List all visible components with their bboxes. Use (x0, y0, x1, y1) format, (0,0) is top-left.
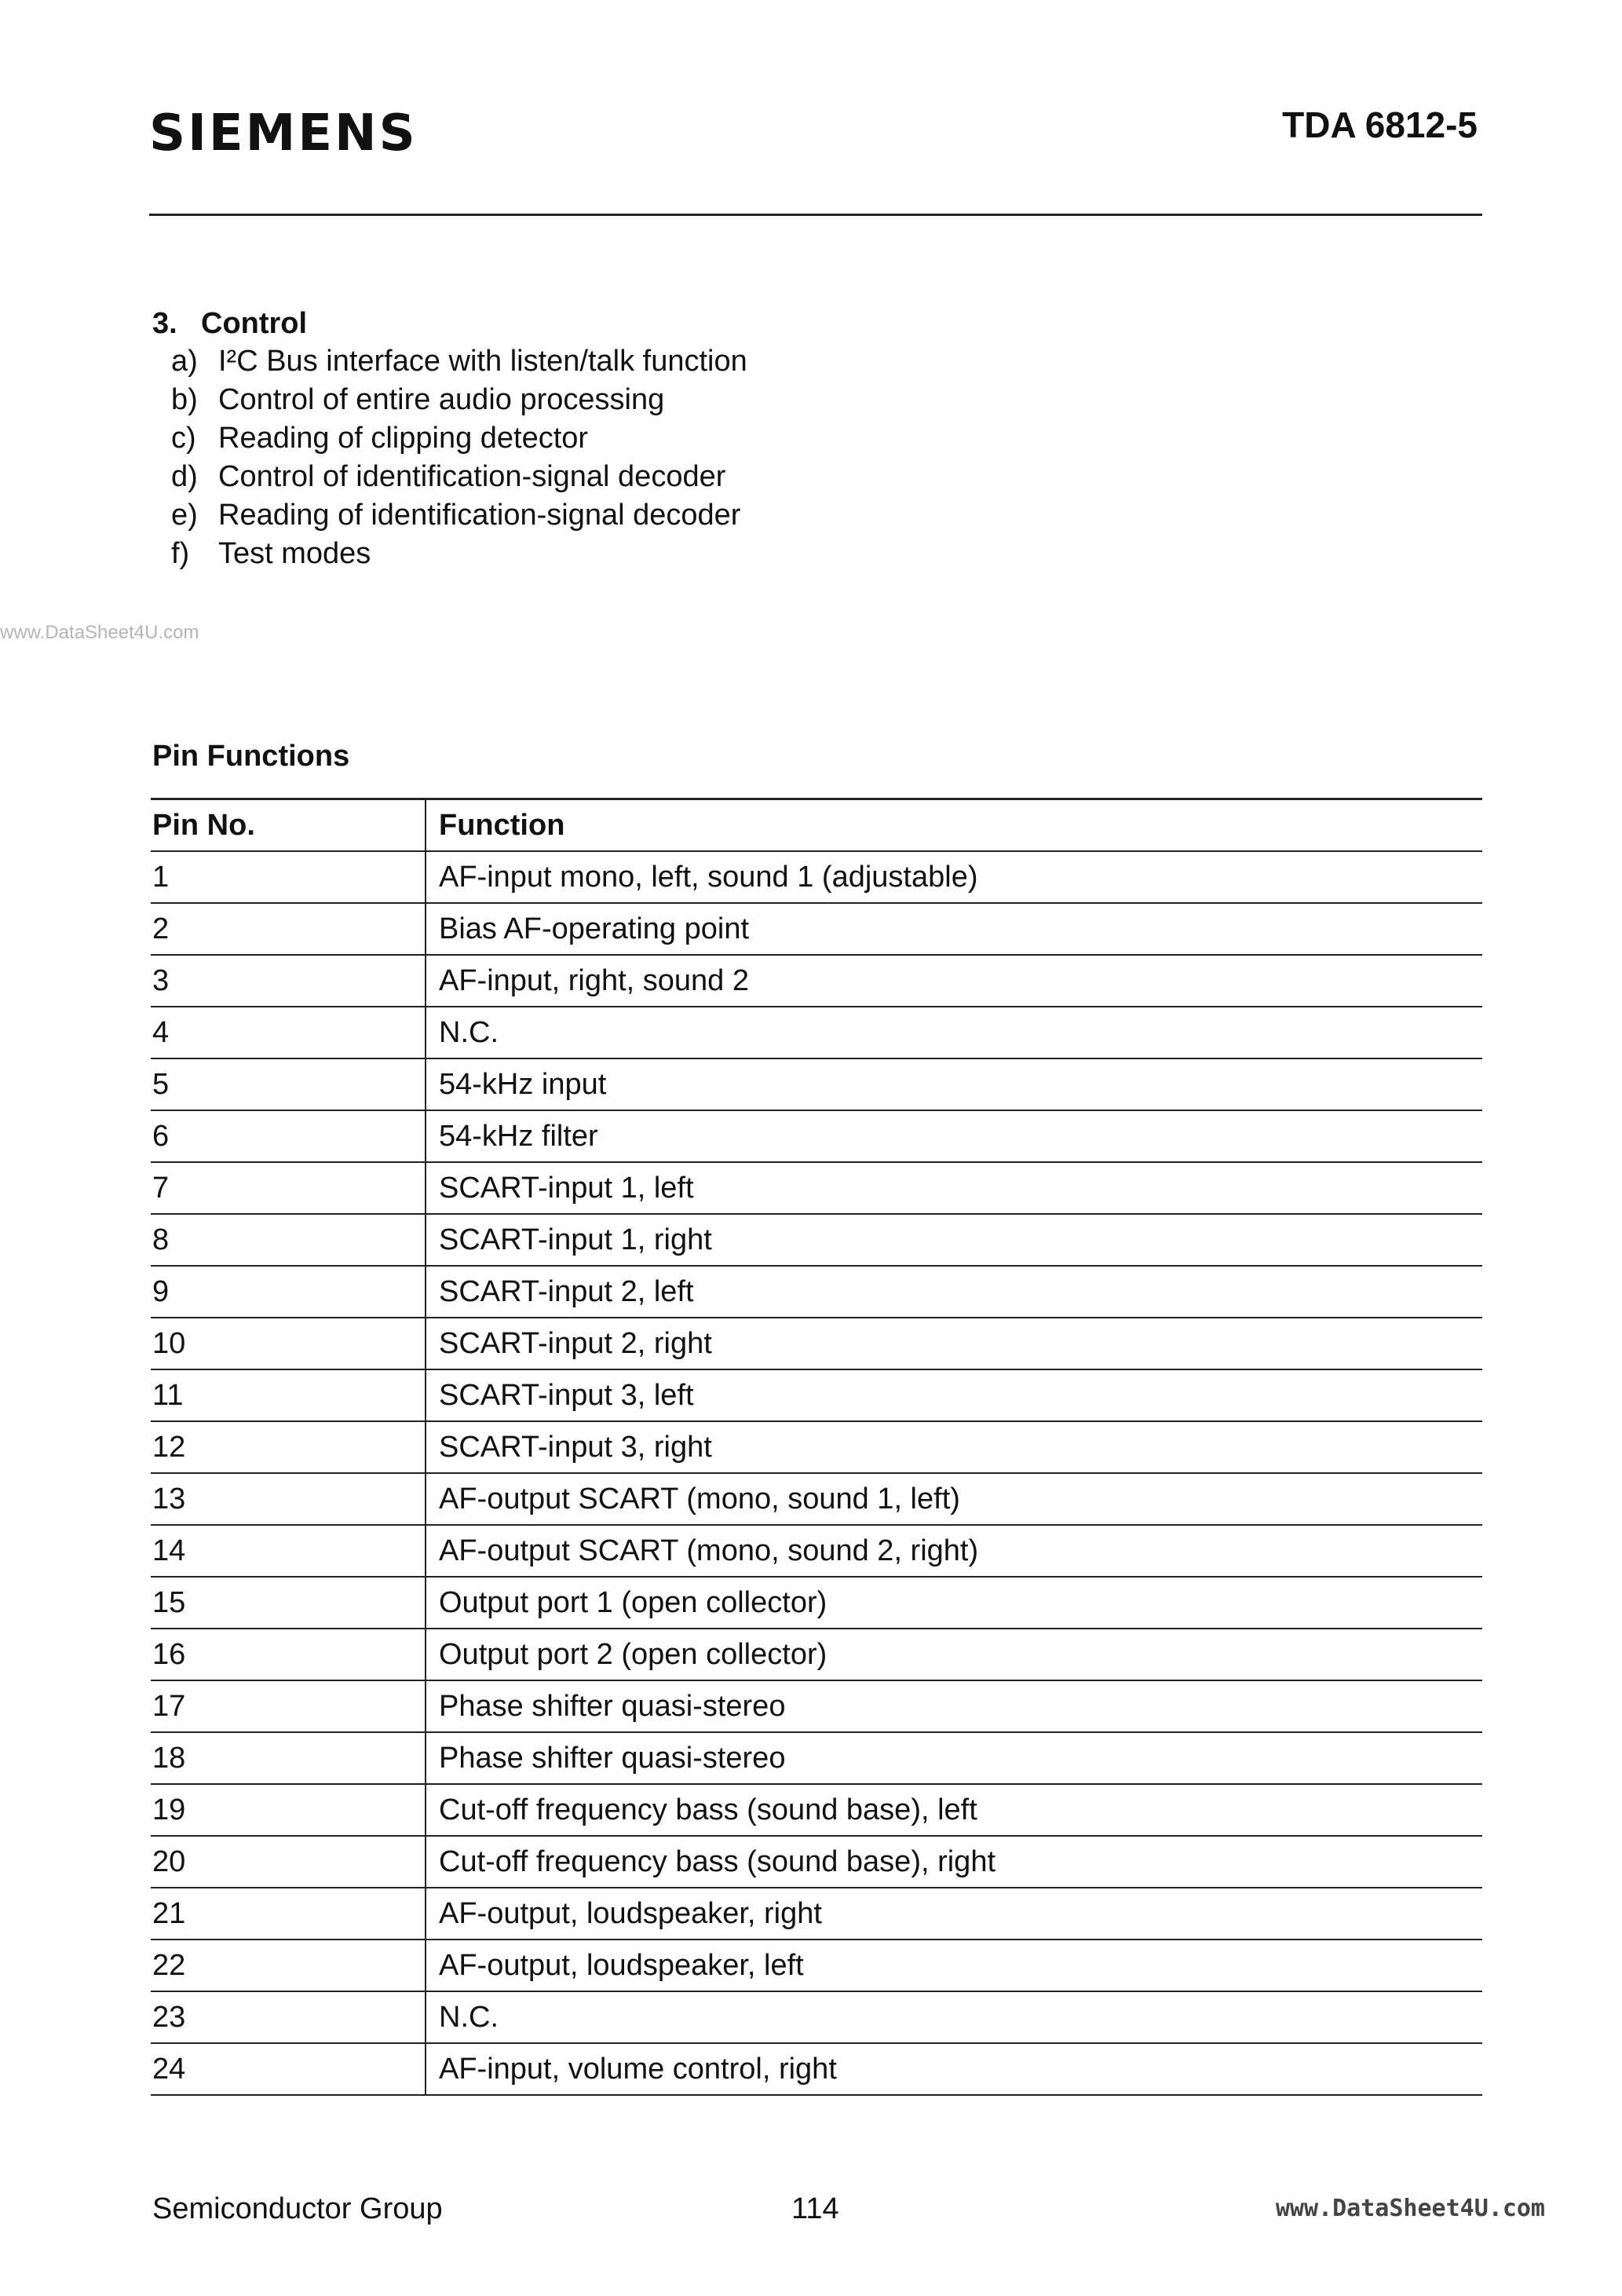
list-item (152, 342, 1094, 381)
list-marker: d) (171, 460, 198, 493)
pin-function-cell: Cut-off frequency bass (sound base), right (426, 1836, 1482, 1888)
table-row (151, 1836, 1482, 1888)
table-row (151, 1629, 1482, 1680)
table-row (151, 1318, 1482, 1369)
pin-number-cell: 16 (151, 1629, 426, 1680)
table-row (151, 903, 1482, 955)
pin-number-cell: 3 (151, 955, 426, 1007)
footer-company: Semiconductor Group (152, 2192, 443, 2225)
pin-function-cell: AF-output SCART (mono, sound 1, left) (426, 1473, 1482, 1525)
pin-function-cell: Output port 2 (open collector) (426, 1629, 1482, 1680)
pin-number-cell: 7 (151, 1162, 426, 1214)
pin-function-cell: Phase shifter quasi-stereo (426, 1680, 1482, 1732)
table-row (151, 1058, 1482, 1110)
pin-number-cell: 9 (151, 1266, 426, 1318)
table-row (151, 851, 1482, 903)
list-item (152, 535, 1094, 573)
pin-function-cell: N.C. (426, 1007, 1482, 1058)
pin-function-cell: SCART-input 3, right (426, 1421, 1482, 1473)
table-header-row (151, 799, 1482, 852)
pin-function-cell: AF-output SCART (mono, sound 2, right) (426, 1525, 1482, 1577)
control-section (152, 305, 1094, 573)
table-row (151, 1888, 1482, 1940)
list-marker: c) (171, 422, 196, 455)
table-row (151, 1732, 1482, 1784)
list-item (152, 419, 1094, 458)
section-title (152, 305, 1094, 342)
list-item-text: Control of entire audio processing (218, 383, 665, 416)
pin-number-cell: 19 (151, 1784, 426, 1836)
pin-number-cell: 22 (151, 1940, 426, 1991)
list-marker: e) (171, 499, 198, 532)
pin-function-cell: 54-kHz input (426, 1058, 1482, 1110)
pin-function-cell: AF-input mono, left, sound 1 (adjustable) (426, 851, 1482, 903)
table-row (151, 955, 1482, 1007)
pin-function-cell: AF-input, right, sound 2 (426, 955, 1482, 1007)
list-marker: f) (171, 537, 190, 570)
siemens-logo: SIEMENS (149, 104, 418, 163)
table-row (151, 1162, 1482, 1214)
table-row (151, 1525, 1482, 1577)
side-watermark: www.DataSheet4U.com (0, 622, 199, 643)
pin-number-cell: 14 (151, 1525, 426, 1577)
pin-number-cell: 17 (151, 1680, 426, 1732)
pin-function-cell: AF-output, loudspeaker, right (426, 1888, 1482, 1940)
table-row (151, 1369, 1482, 1421)
section-title-text: Control (201, 307, 308, 340)
list-item (152, 381, 1094, 419)
pin-table-body (151, 851, 1482, 2095)
table-row (151, 1421, 1482, 1473)
pin-functions-table (151, 798, 1482, 2096)
list-item-text: Reading of identification-signal decoder (218, 499, 741, 532)
table-row (151, 1940, 1482, 1991)
table-row (151, 1214, 1482, 1266)
pin-function-cell: SCART-input 1, right (426, 1214, 1482, 1266)
pin-function-cell: Phase shifter quasi-stereo (426, 1732, 1482, 1784)
list-item-text: I²C Bus interface with listen/talk function (218, 345, 747, 378)
pin-number-cell: 18 (151, 1732, 426, 1784)
pin-function-cell: Cut-off frequency bass (sound base), left (426, 1784, 1482, 1836)
pin-functions-heading: Pin Functions (152, 740, 350, 773)
pin-number-cell: 8 (151, 1214, 426, 1266)
pin-function-cell: SCART-input 1, left (426, 1162, 1482, 1214)
pin-function-cell: SCART-input 2, right (426, 1318, 1482, 1369)
pin-function-cell: 54-kHz filter (426, 1110, 1482, 1162)
list-item (152, 496, 1094, 535)
list-item-text: Control of identification-signal decoder (218, 460, 726, 493)
table-row (151, 1007, 1482, 1058)
section-number: 3. (152, 307, 177, 340)
pin-number-cell: 1 (151, 851, 426, 903)
header-divider (149, 214, 1482, 216)
list-item (152, 458, 1094, 496)
pin-function-cell: N.C. (426, 1991, 1482, 2043)
page-number: 114 (791, 2192, 839, 2225)
control-list (152, 342, 1094, 573)
pin-function-cell: AF-output, loudspeaker, left (426, 1940, 1482, 1991)
pin-function-cell: Output port 1 (open collector) (426, 1577, 1482, 1629)
list-marker: b) (171, 383, 198, 416)
pin-number-cell: 24 (151, 2043, 426, 2095)
document-id: TDA 6812-5 (1282, 104, 1478, 145)
pin-number-cell: 5 (151, 1058, 426, 1110)
pin-number-cell: 13 (151, 1473, 426, 1525)
pin-number-cell: 2 (151, 903, 426, 955)
list-item-text: Test modes (218, 537, 371, 570)
table-row (151, 1473, 1482, 1525)
table-row (151, 1680, 1482, 1732)
table-row (151, 1266, 1482, 1318)
table-row (151, 1991, 1482, 2043)
list-marker: a) (171, 345, 198, 378)
table-row (151, 1784, 1482, 1836)
pin-function-cell: SCART-input 2, left (426, 1266, 1482, 1318)
pin-number-cell: 20 (151, 1836, 426, 1888)
pin-number-cell: 11 (151, 1369, 426, 1421)
list-item-text: Reading of clipping detector (218, 422, 589, 455)
column-header-function: Function (426, 799, 1482, 852)
pin-number-cell: 4 (151, 1007, 426, 1058)
table-row (151, 1110, 1482, 1162)
column-header-pin: Pin No. (151, 799, 426, 852)
pin-function-cell: AF-input, volume control, right (426, 2043, 1482, 2095)
pin-number-cell: 23 (151, 1991, 426, 2043)
pin-function-cell: SCART-input 3, left (426, 1369, 1482, 1421)
table-row (151, 2043, 1482, 2095)
table-row (151, 1577, 1482, 1629)
pin-number-cell: 21 (151, 1888, 426, 1940)
pin-number-cell: 12 (151, 1421, 426, 1473)
pin-number-cell: 10 (151, 1318, 426, 1369)
pin-function-cell: Bias AF-operating point (426, 903, 1482, 955)
pin-number-cell: 6 (151, 1110, 426, 1162)
footer-url: www.DataSheet4U.com (1275, 2195, 1545, 2222)
pin-number-cell: 15 (151, 1577, 426, 1629)
